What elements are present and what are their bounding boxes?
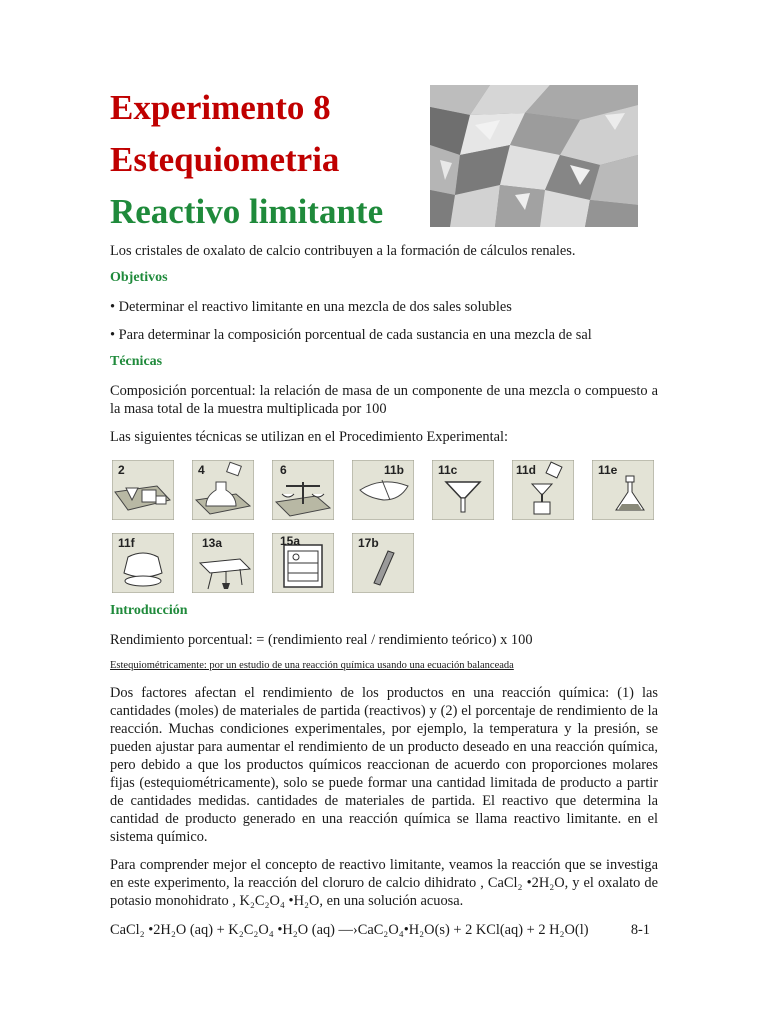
tecnicas-heading: Técnicas (110, 354, 163, 369)
weighing-paper-icon (112, 460, 174, 520)
equation-number: 8-1 (630, 922, 650, 938)
vacuum-filtration-icon (592, 460, 654, 520)
technique-label: 17b (358, 536, 379, 550)
ring-stand-icon (192, 533, 254, 593)
introduccion-heading: Introducción (110, 603, 188, 618)
equation-text: CaCl₂ •2H₂O (aq) + K₂C₂O₄ •H₂O (aq) —›CaC₂O₄•H₂O(s) + 2 KCl(aq) + 2 H₂O(l) (110, 922, 589, 938)
technique-label: 15a (280, 534, 301, 548)
reaction-equation (110, 921, 658, 939)
subtopic-title: Reactivo limitante (110, 192, 384, 231)
funnel-icon (432, 460, 494, 520)
reagent-bottle-icon (192, 460, 254, 520)
intro-paragraph: Dos factores afectan el rendimiento de los productos en una reacción química: (1) las cantidades (moles) de materiales de partida (reactivos) y (2) el porcentaje de rendimiento de la reacción. Muchas condiciones experimentales, por ejemplo, la temperatura y la presión, se pueden ajustar para aumentar el rendimiento de un producto deseado en una reacción química, pero debido a que los productos químicos reaccionan de acuerdo con proporciones molares fijas (estequiométricamente), solo se puede formar una cantidad limitada de producto a partir de cantidades medidas. cantidades de materiales de partida. El reactivo que determina la cantidad de producto generado en una reacción química se llama reactivo limitante. en el sistema químico. (110, 685, 658, 845)
photo-caption: Los cristales de oxalato de calcio contribuyen a la formación de cálculos renales. (110, 243, 576, 259)
technique-label: 4 (198, 463, 205, 477)
technique-label: 11f (118, 536, 135, 550)
experiment-number-title: Experimento 8 (110, 88, 331, 127)
filter-paper-fold-icon (352, 460, 414, 520)
technique-label: 2 (118, 463, 125, 477)
objetivos-heading: Objetivos (110, 270, 168, 285)
gravity-filtration-icon (512, 460, 574, 520)
technique-label: 11e (598, 463, 618, 477)
topic-title: Estequiometria (110, 140, 340, 179)
objective-item: • Para determinar la composición porcentual de cada sustancia en una mezcla de sal (110, 327, 592, 343)
stirring-rod-icon (352, 533, 414, 593)
balance-icon (272, 460, 334, 520)
buchner-funnel-icon (112, 533, 174, 593)
technique-label: 6 (280, 463, 287, 477)
percent-yield-formula: Rendimiento porcentual: = (rendimiento real / rendimiento teórico) x 100 (110, 632, 533, 648)
drying-oven-icon (272, 533, 334, 593)
technique-label: 11d (516, 463, 537, 477)
objective-item: • Determinar el reactivo limitante en una mezcla de dos sales solubles (110, 299, 512, 315)
limiting-reagent-paragraph: Para comprender mejor el concepto de reactivo limitante, veamos la reacción que se investiga en este experimento, la reacción del cloruro de calcio dihidrato , CaCl₂ •2H₂O, y el oxalato de potasio monohidrato , K₂C₂O₄ •H₂O, en una solución acuosa. (110, 857, 658, 909)
stoichiometry-definition: Estequiométricamente: por un estudio de una reacción química usando una ecuación balanceada (110, 660, 514, 671)
technique-label: 13a (202, 536, 223, 550)
calcium-oxalate-crystals-photo (430, 85, 638, 227)
technique-label: 11c (438, 463, 458, 477)
techniques-intro: Las siguientes técnicas se utilizan en el Procedimiento Experimental: (110, 429, 509, 445)
technique-label: 11b (384, 463, 405, 477)
percent-composition-definition: Composición porcentual: la relación de masa de un componente de una mezcla o compuesto a la masa total de la muestra multiplicada por 100 (110, 383, 658, 417)
